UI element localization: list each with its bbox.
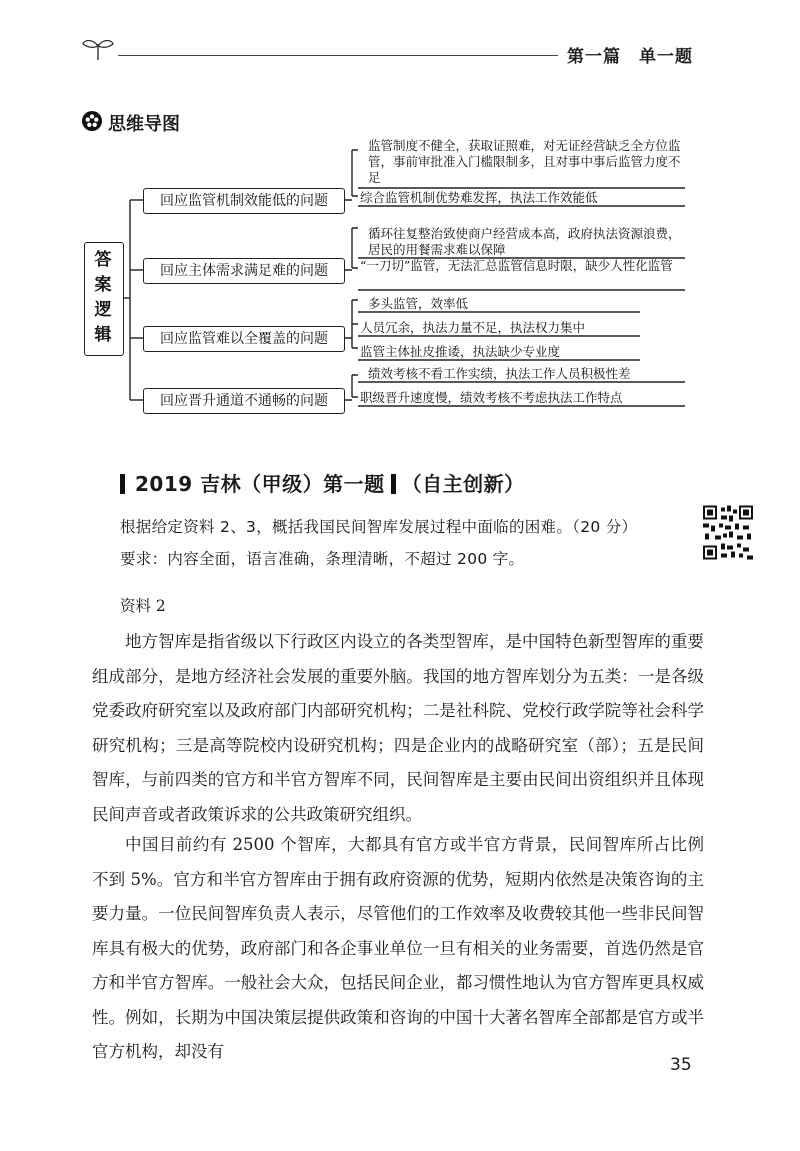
connector-sub-1 <box>343 150 358 200</box>
mindmap-title: 思维导图 <box>108 114 180 135</box>
header-title: 第一篇 单一题 <box>567 47 693 67</box>
section-bar-left <box>120 474 125 494</box>
branch-question-3: 回应监管难以全覆盖的问题 <box>143 326 345 352</box>
qr-code-icon[interactable] <box>703 505 753 560</box>
branch-1-detail-2: 综合监管机制优势难发挥，执法工作效能低 <box>360 190 598 205</box>
branch-2-detail-2: “一刀切”监管，无法汇总监管信息时限，缺少人性化监管 <box>360 258 673 273</box>
material-label: 资料 2 <box>120 597 166 615</box>
branch-4-detail-2: 职级晋升速度慢，绩效考核不考虑执法工作特点 <box>360 390 623 405</box>
branch-question-1: 回应监管机制效能低的问题 <box>143 188 345 214</box>
question-requirement: 要求：内容全面，语言准确，条理清晰，不超过 200 字。 <box>120 550 525 568</box>
section-title <box>135 468 525 497</box>
branch-2-detail-1: 循环往复整治致使商户经营成本高，政府执法资源浪费，居民的用餐需求难以保障 <box>368 226 681 257</box>
section-title-text: 2019 吉林（甲级）第一题 <box>135 472 385 496</box>
branch-1-detail-1: 监管制度不健全，获取证照难，对无证经营缺乏全方位监管，事前审批准入门槛限制多，且对事中事后监管力度不足 <box>368 138 681 185</box>
branch-3-detail-2: 人员冗余，执法力量不足，执法权力集中 <box>360 320 586 335</box>
section-bar-right <box>391 474 396 494</box>
answer-logic-label: 答案逻辑 <box>94 250 112 345</box>
material-paragraph-2: 中国目前约有 2500 个智库，大都具有官方或半官方背景，民间智库所占比例不到 5%。官方和半官方智库由于拥有政府资源的优势，短期内依然是决策咨询的主要力量。一位民间智库负责人表示，尽管他们的工作效率及收费较其他一些非民间智库具有极大的优势，政府部门和各企事业单位一旦有相关的业务需要，首选仍然是官方和半官方智库。一般社会大众，包括民间企业，都习惯性地认为官方智库更具权威性。例如，长期为中国决策层提供政策和咨询的中国十大著名智库全部都是官方或半官方机构，却没有 <box>92 835 704 1061</box>
connector-sub-2 <box>343 228 358 270</box>
branch-4-detail-1: 绩效考核不看工作实绩，执法工作人员积极性差 <box>368 366 631 381</box>
connector-sub-3 <box>343 300 358 348</box>
connector-sub-4 <box>343 375 358 400</box>
branch-question-4: 回应晋升通道不通畅的问题 <box>143 388 345 414</box>
branch-3-detail-1: 多头监管，效率低 <box>368 296 469 311</box>
section-tag: （自主创新） <box>401 472 525 496</box>
branch-question-2: 回应主体需求满足难的问题 <box>143 258 345 284</box>
material-paragraph-1: 地方智库是指省级以下行政区内设立的各类型智库，是中国特色新型智库的重要组成部分，是地方经济社会发展的重要外脑。我国的地方智库划分为五类：一是各级党委政府研究室以及政府部门内部研究机构；二是社科院、党校行政学院等社会科学研究机构；三是高等院校内设研究机构；四是企业内的战略研究室（部）；五是民间智库，与前四类的官方和半官方智库不同，民间智库是主要由民间出资组织并且体现民间声音或者政策诉求的公共政策研究组织。 <box>92 632 704 824</box>
branch-3-detail-3: 监管主体扯皮推诿，执法缺少专业度 <box>360 344 561 359</box>
page-number: 35 <box>670 1055 692 1075</box>
question-prompt: 根据给定资料 2、3，概括我国民间智库发展过程中面临的困难。（20 分） <box>120 518 638 536</box>
